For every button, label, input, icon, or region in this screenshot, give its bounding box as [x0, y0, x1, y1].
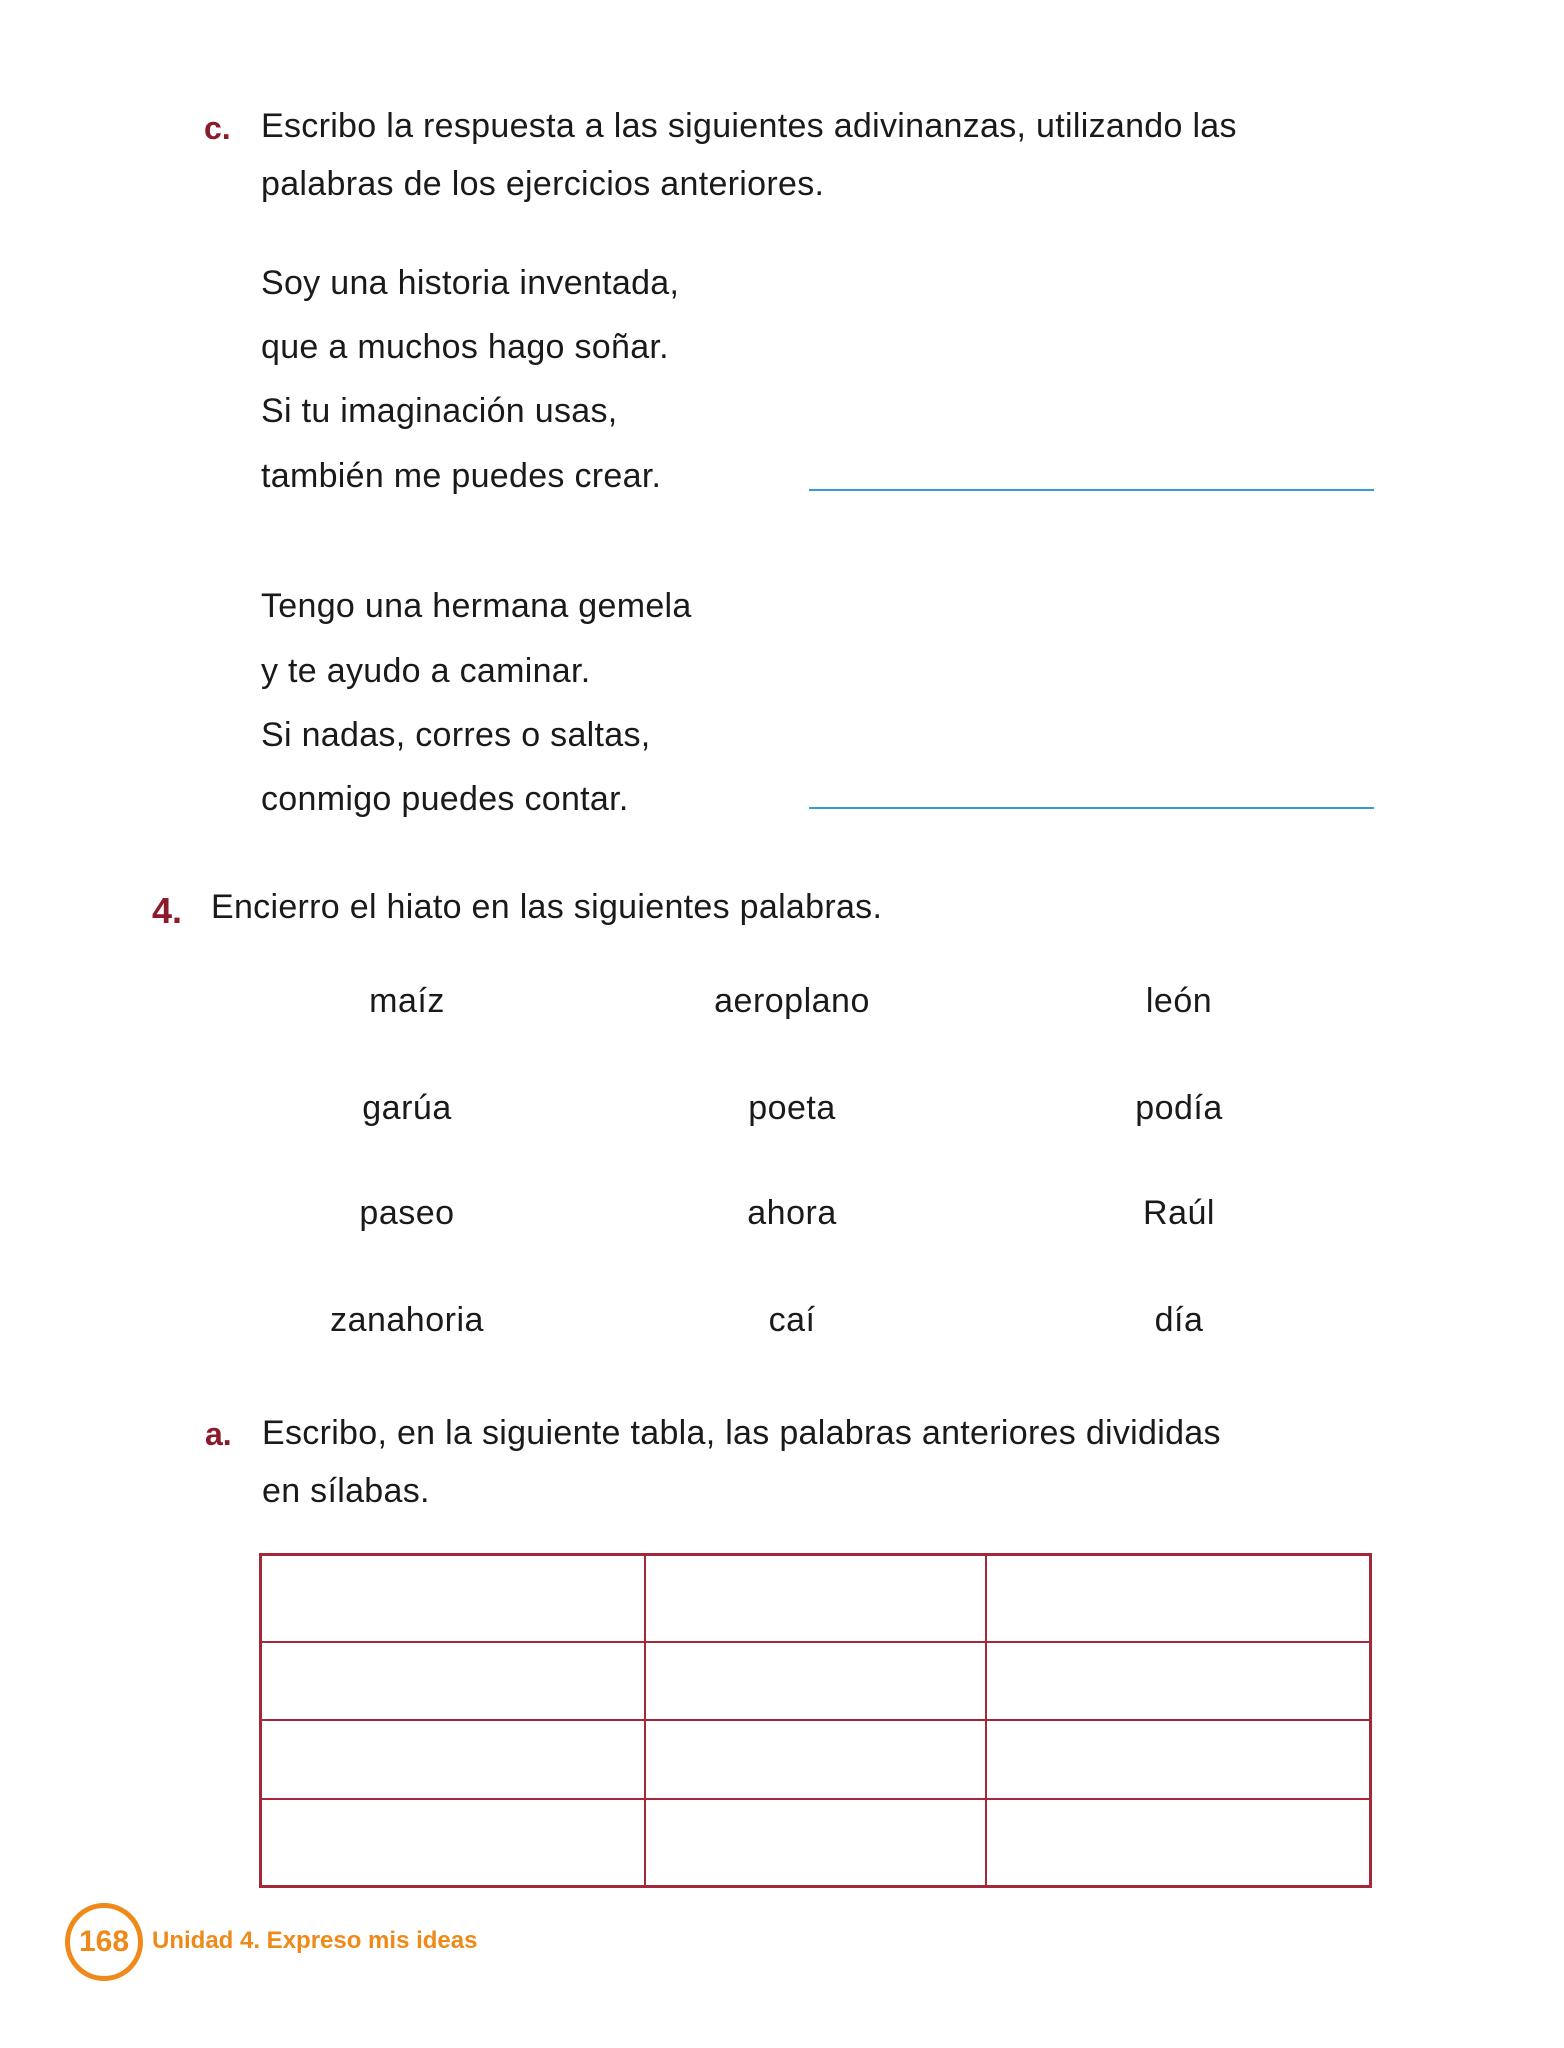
riddle-2-line: Tengo una hermana gemela	[261, 587, 692, 625]
table-cell[interactable]	[261, 1799, 645, 1887]
riddle-2-line: conmigo puedes contar.	[261, 780, 629, 818]
table-cell[interactable]	[645, 1642, 987, 1720]
word-item[interactable]: ahora	[747, 1194, 837, 1232]
section-a-marker: a.	[205, 1416, 232, 1452]
table-row	[261, 1799, 1371, 1887]
riddle-1-line: Soy una historia inventada,	[261, 264, 680, 302]
instruction-line: palabras de los ejercicios anteriores.	[261, 165, 825, 203]
exercise-4-marker: 4.	[152, 890, 183, 931]
page-number: 168	[65, 1903, 143, 1981]
word-item[interactable]: aeroplano	[714, 982, 870, 1020]
table-cell[interactable]	[261, 1555, 645, 1643]
instruction-line: en sílabas.	[262, 1472, 430, 1510]
riddle-2-answer-line[interactable]	[809, 807, 1374, 809]
table-row	[261, 1555, 1371, 1643]
word-item[interactable]: león	[1145, 982, 1213, 1020]
table-cell[interactable]	[986, 1799, 1370, 1887]
section-c-marker: c.	[204, 110, 231, 146]
table-cell[interactable]	[645, 1720, 987, 1798]
instruction-line: Escribo la respuesta a las siguientes adivinanzas, utilizando las	[261, 107, 1237, 145]
table-cell[interactable]	[261, 1642, 645, 1720]
riddle-2-line: y te ayudo a caminar.	[261, 652, 591, 690]
table-cell[interactable]	[261, 1720, 645, 1798]
table-cell[interactable]	[645, 1799, 987, 1887]
word-item[interactable]: zanahoria	[330, 1301, 484, 1339]
word-item[interactable]: garúa	[362, 1089, 452, 1127]
table-cell[interactable]	[645, 1555, 987, 1643]
riddle-2-line: Si nadas, corres o saltas,	[261, 716, 651, 754]
word-item[interactable]: caí	[768, 1301, 816, 1339]
instruction-line: Escribo, en la siguiente tabla, las palabras anteriores divididas	[262, 1414, 1221, 1452]
riddle-1-line: Si tu imaginación usas,	[261, 392, 618, 430]
table-row	[261, 1642, 1371, 1720]
table-cell[interactable]	[986, 1642, 1370, 1720]
syllable-table	[259, 1553, 1372, 1888]
word-item[interactable]: poeta	[748, 1089, 836, 1127]
table-cell[interactable]	[986, 1720, 1370, 1798]
word-item[interactable]: maíz	[369, 982, 445, 1020]
table-row	[261, 1720, 1371, 1798]
word-item[interactable]: podía	[1135, 1089, 1223, 1127]
exercise-4-instruction: Encierro el hiato en las siguientes palabras.	[211, 888, 883, 926]
riddle-1-answer-line[interactable]	[809, 489, 1374, 491]
unit-title: Unidad 4. Expreso mis ideas	[152, 1927, 478, 1954]
word-item[interactable]: paseo	[359, 1194, 455, 1232]
word-item[interactable]: Raúl	[1143, 1194, 1215, 1232]
riddle-1-line: que a muchos hago soñar.	[261, 328, 669, 366]
word-item[interactable]: día	[1154, 1301, 1204, 1339]
table-cell[interactable]	[986, 1555, 1370, 1643]
riddle-1-line: también me puedes crear.	[261, 457, 662, 495]
